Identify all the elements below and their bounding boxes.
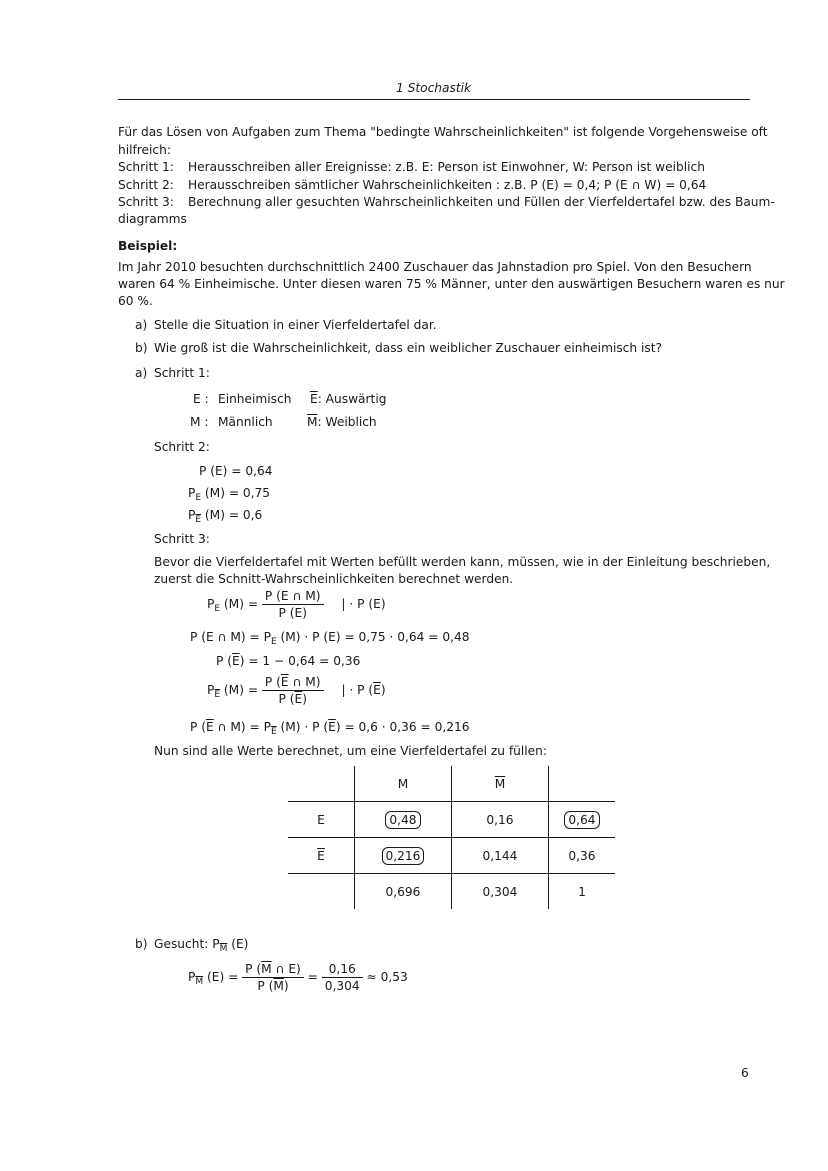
event-mbar-symbol <box>307 415 377 429</box>
table-intro: Nun sind alle Werte berechnet, um eine Vierfeldertafel zu füllen: <box>154 744 548 758</box>
event-ebar-letter: $\overline{E}$ <box>310 392 318 406</box>
intro-line-1: Für das Lösen von Aufgaben zum Thema "bedingte Wahrscheinlichkeiten" ist folgende Vorgehensweise oft <box>118 125 768 139</box>
table-row-ebar <box>288 838 615 874</box>
task-b-label: b) <box>135 341 148 355</box>
col-header-mbar: $\overline{M}$ <box>452 766 549 802</box>
step3-line-1: Bevor die Vierfeldertafel mit Werten befüllt werden kann, müssen, wie in der Einleitung beschrieben, <box>154 555 771 569</box>
event-mbar-text: : Weiblich <box>317 415 377 429</box>
equation-5: P ($\overline{E}$ ∩ $M) = P_{\overline{E}}$ (M) · P $(\overline{E}) = 0,6 \cdot 0,36 = 0,216$ <box>190 720 470 737</box>
example-line-2: waren 64 % Einheimische. Unter diesen waren 75 % Männer, unter den auswärtigen Besuchern waren es nur <box>118 277 785 291</box>
running-header: 1 Stochastik <box>396 81 472 95</box>
cell-sum-mbar: 0,304 <box>452 874 549 910</box>
task-b-text: Wie groß ist die Wahrscheinlichkeit, dass ein weiblicher Zuschauer einheimisch ist? <box>154 341 662 355</box>
fraction-b2: $\frac{0,16}{0,304}$ <box>322 962 363 993</box>
step3-line-2: zuerst die Schnitt-Wahrscheinlichkeiten berechnet werden. <box>154 572 514 586</box>
page-number: 6 <box>741 1066 749 1080</box>
task-a-text: Stelle die Situation in einer Vierfeldertafel dar. <box>154 318 437 332</box>
cell-e-m: 0,48 <box>355 802 452 838</box>
col-header-m: M <box>355 766 452 802</box>
cell-e-mbar: 0,16 <box>452 802 549 838</box>
step-1-text: Herausschreiben aller Ereignisse: z.B. E: Person ist Einwohner, W: Person ist weiblich <box>188 160 705 174</box>
step-3-continuation: diagramms <box>118 212 187 226</box>
cell-ebar-mbar: 0,144 <box>452 838 549 874</box>
solution-a-step3: Schritt 3: <box>154 532 210 546</box>
solution-b-equation: $P_{\overline{M}}$ (E) = $\frac{P (\overline{M} \cap E)}{P (\overline{M})}$ = $\frac{0,16}{0,304}$ ≈ 0,53 <box>188 962 408 993</box>
row-header-ebar: $\overline{E}$ <box>288 838 355 874</box>
solution-b-gesucht: Gesucht: $P_{\overline{M}}$ (E) <box>154 937 249 954</box>
cell-e-sum: 0,64 <box>549 802 616 838</box>
row-header-e: E <box>288 802 355 838</box>
step-3-label: Schritt 3: <box>118 195 174 209</box>
col-header-sum <box>549 766 616 802</box>
prob-m-given-e: $P_E$ (M) = 0,75 <box>188 486 271 503</box>
solution-a-step1: Schritt 1: <box>154 366 210 380</box>
event-ebar-symbol <box>310 392 386 406</box>
equation-1: $P_E$ (M) = $\frac{P (E \cap M)}{P (E)}$ | · P (E) <box>207 589 386 620</box>
example-line-3: 60 %. <box>118 294 153 308</box>
solution-a-step2: Schritt 2: <box>154 440 210 454</box>
event-e-text: Einheimisch <box>218 392 292 406</box>
row-header-sum <box>288 874 355 910</box>
table-row-sum <box>288 874 615 910</box>
event-mbar-letter: $\overline{M}$ <box>307 415 318 429</box>
fraction-2: $\frac{P (\overline{E} \cap M)}{P (\overline{E})}$ <box>262 675 324 706</box>
table-corner <box>288 766 355 802</box>
prob-m-given-ebar: $P_{\overline{E}}$ (M) = 0,6 <box>188 508 263 525</box>
cell-sum-m: 0,696 <box>355 874 452 910</box>
table-row-e <box>288 802 615 838</box>
task-a-label: a) <box>135 318 148 332</box>
header-rule <box>118 99 750 100</box>
fraction-1: $\frac{P (E \cap M)}{P (E)}$ <box>262 589 324 620</box>
cell-sum-total: 1 <box>578 884 586 899</box>
solution-a-label: a) <box>135 366 148 380</box>
event-ebar-text: : Auswärtig <box>317 392 387 406</box>
example-heading: Beispiel: <box>118 239 178 253</box>
table-header-row <box>288 766 615 802</box>
cell-ebar-m: 0,216 <box>355 838 452 874</box>
step-1-label: Schritt 1: <box>118 160 174 174</box>
equation-2: P (E ∩ $M) = P_E$ (M) · P (E) = 0,75 · 0,64 = 0,48 <box>190 630 470 647</box>
equation-3: P $(\overline{E}) = 1 - 0,64 = 0,36$ <box>216 654 361 668</box>
step-3-text: Berechnung aller gesuchten Wahrscheinlichkeiten und Füllen der Vierfeldertafel bzw. des Baum- <box>188 195 775 209</box>
event-m-text: Männlich <box>218 415 273 429</box>
cell-ebar-sum: 0,36 <box>549 838 616 874</box>
intro-line-2: hilfreich: <box>118 143 171 157</box>
equation-4: $P_{\overline{E}}$ (M) = $\frac{P (\overline{E} \cap M)}{P (\overline{E})}$ | · P $(\overline{E})$ <box>207 675 386 706</box>
event-m-symbol: M : <box>190 415 209 429</box>
fraction-b1: $\frac{P (\overline{M} \cap E)}{P (\overline{M})}$ <box>242 962 304 993</box>
solution-b-label: b) <box>135 937 148 951</box>
prob-e: P (E) = 0,64 <box>199 464 273 478</box>
event-e-symbol: E : <box>193 392 209 406</box>
example-line-1: Im Jahr 2010 besuchten durchschnittlich 2400 Zuschauer das Jahnstadion pro Spiel. Von den Besuchern <box>118 260 752 274</box>
step-2-label: Schritt 2: <box>118 178 174 192</box>
step-2-text: Herausschreiben sämtlicher Wahrscheinlichkeiten : z.B. P (E) = 0,4; P (E ∩ W) = 0,64 <box>188 178 707 192</box>
vierfeldertafel <box>288 766 615 909</box>
